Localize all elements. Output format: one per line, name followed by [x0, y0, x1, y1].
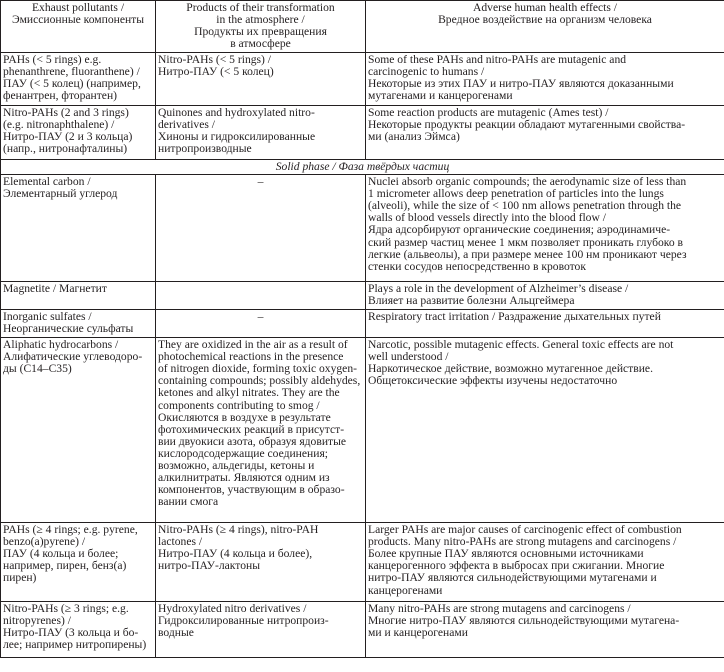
table-row — [1, 602, 724, 658]
effect-cell — [366, 602, 724, 658]
table-row — [1, 53, 724, 106]
product-cell — [156, 602, 366, 658]
effect-cell — [366, 106, 724, 160]
phase-label: Solid phase / Фаза твёрдых частиц — [1, 160, 724, 175]
cell-text-line: benzo(a)pyrene) / — [3, 535, 86, 549]
cell-text-line: Quinones and hydroxylated nitro- — [158, 106, 315, 119]
cell-text-line: нитропроизводные — [158, 142, 252, 156]
pollutant-cell — [1, 282, 156, 310]
cell-text-line: Продукты их превращения — [194, 25, 327, 39]
pollutant-cell — [1, 338, 156, 523]
table-row — [1, 282, 724, 310]
cell-text-line: products. Many nitro-PAHs are strong mutagens and carcinogens / — [368, 535, 677, 549]
cell-text-line: Plays a role in the development of Alzheimer’s disease / — [368, 282, 629, 296]
cell-text-line: Ядра адсорбируют органические соединения; аэродинамиче- — [368, 223, 671, 237]
cell-text-line: фотохимических реакций в присутст- — [158, 422, 345, 436]
cell-text-line: водные — [158, 626, 194, 640]
cell-text-line: ды (С14–С35) — [3, 362, 72, 376]
cell-text-line: Нитро-ПАУ (2 и 3 кольца) — [3, 130, 133, 144]
cell-text-line: – — [257, 175, 264, 189]
effect-cell — [366, 338, 724, 523]
cell-text-line: легкие (альвеолы), а при размере менее 100 нм проникают через — [368, 247, 687, 261]
cell-text-line: – — [257, 310, 264, 324]
table-row — [1, 523, 724, 602]
cell-text-line: нитро-ПАУ являются сильнодействующими мутагенами и — [368, 571, 657, 585]
cell-text-line: (alveoli), while the size of < 100 nm allows penetration through the — [368, 199, 682, 213]
cell-text-line: Magnetite / Магнетит — [3, 282, 107, 296]
cell-text-line: carcinogenic to humans / — [368, 65, 485, 79]
pollutant-cell — [1, 523, 156, 602]
product-cell — [156, 338, 366, 523]
cell-text-line: Elemental carbon / — [3, 175, 91, 189]
cell-text-line: вании смога — [158, 495, 219, 509]
cell-text-line: Products of their transformation — [186, 1, 335, 14]
product-cell — [156, 523, 366, 602]
cell-text-line: компонентов, участвующим в образо- — [158, 483, 345, 497]
pollutant-cell — [1, 106, 156, 160]
table-row — [1, 310, 724, 338]
pollutant-cell — [1, 53, 156, 106]
cell-text-line: в атмосфере — [230, 37, 291, 51]
cell-text-line: photochemical reactions in the presence — [158, 350, 344, 364]
cell-text-line: канцерогенного эффекта в выбросах при сжигании. Многие — [368, 559, 665, 573]
header-pollutants — [1, 1, 156, 53]
cell-text-line: ми (анализ Эймса) — [368, 130, 460, 144]
effect-cell — [366, 282, 724, 310]
cell-text-line: стенки сосудов непосредственно в кровоток — [368, 259, 586, 273]
cell-text-line: Наркотическое действие, возможно мутагенное действие. — [368, 362, 653, 376]
cell-text-line: Общетоксические эффекты изучены недостаточно — [368, 374, 618, 388]
cell-text-line: of nitrogen dioxide, forming toxic oxygen- — [158, 362, 357, 376]
cell-text-line: ketones and alkyl nitrates. They are the — [158, 386, 340, 400]
cell-text-line: лее; например нитропирены) — [3, 638, 147, 652]
cell-text-line: Some reaction products are mutagenic (Ames test) / — [368, 106, 609, 119]
cell-text-line: Nitro-PAHs (≥ 4 rings), nitro-PAH — [158, 523, 319, 537]
cell-text-line: 1 micrometer allows deep penetration of particles into the lungs — [368, 187, 664, 201]
cell-text-line: Respiratory tract irritation / Раздражение дыхательных путей — [368, 310, 661, 324]
table-row — [1, 338, 724, 523]
header-products — [156, 1, 366, 53]
table-row — [1, 175, 724, 282]
cell-text-line: Элементарный углерод — [3, 187, 118, 201]
cell-text-line: Некоторые из этих ПАУ и нитро-ПАУ являются доказанными — [368, 77, 674, 91]
table-header-row — [1, 1, 724, 53]
pollutant-cell — [1, 175, 156, 282]
cell-text-line: например, пирен, бенз(а) — [3, 559, 127, 573]
cell-text-line: well understood / — [368, 350, 449, 364]
cell-text-line: Хиноны и гидроксилированные — [158, 130, 316, 144]
cell-text-line: Narcotic, possible mutagenic effects. General toxic effects are not — [368, 338, 674, 352]
product-cell — [156, 310, 366, 338]
cell-text-line: пирен) — [3, 571, 37, 585]
product-cell — [156, 53, 366, 106]
cell-text-line: Nitro-PAHs (≥ 3 rings; e.g. — [3, 602, 129, 616]
header-effects — [366, 1, 724, 53]
cell-text-line: Более крупные ПАУ являются основными источниками — [368, 547, 644, 561]
cell-text-line: ПАУ (< 5 колец) (например, — [3, 77, 141, 91]
cell-text-line: Влияет на развитие болезни Альцгеймера — [368, 294, 575, 308]
cell-text-line: Many nitro-PAHs are strong mutagens and carcinogens / — [368, 602, 631, 616]
table-row — [1, 106, 724, 160]
cell-text-line: Неорганические сульфаты — [3, 322, 134, 336]
effect-cell — [366, 523, 724, 602]
effect-cell — [366, 310, 724, 338]
cell-text-line: Эмиссионные компоненты — [11, 13, 145, 27]
cell-text-line: Some of these PAHs and nitro-PAHs are mutagenic and — [368, 53, 627, 66]
cell-text-line: Nitro-PAHs (2 and 3 rings) — [3, 106, 129, 119]
cell-text-line: Nuclei absorb organic compounds; the aerodynamic size of less than — [368, 175, 687, 189]
cell-text-line: мутагенами и канцерогенами — [368, 89, 513, 103]
cell-text-line: Многие нитро-ПАУ являются сильнодействующими мутагена- — [368, 614, 680, 628]
cell-text-line: Нитро-ПАУ (4 кольца и более), — [158, 547, 313, 561]
cell-text-line: Вредное воздействие на организм человека — [438, 13, 652, 27]
cell-text-line: Exhaust pollutants / — [31, 1, 125, 14]
effect-cell — [366, 53, 724, 106]
product-cell — [156, 106, 366, 160]
cell-text-line: Hydroxylated nitro derivatives / — [158, 602, 307, 616]
cell-text-line: containing compounds; possibly aldehydes, — [158, 374, 361, 388]
cell-text-line: Гидроксилированные нитропроиз- — [158, 614, 329, 628]
cell-text-line: Нитро-ПАУ (< 5 колец) — [158, 65, 274, 79]
cell-text-line: walls of blood vessels directly into the blood flow / — [368, 211, 606, 225]
cell-text-line: Некоторые продукты реакции обладают мутагенными свойства- — [368, 118, 686, 132]
cell-text-line: PAHs (≥ 4 rings; e.g. pyrene, — [3, 523, 138, 537]
cell-text-line: фенантрен, фторантен) — [3, 89, 118, 103]
cell-text-line: Окисляются в воздухе в результате — [158, 410, 331, 424]
cell-text-line: in the atmosphere / — [216, 13, 305, 27]
cell-text-line: Алифатические углеводоро- — [3, 350, 143, 364]
product-cell — [156, 175, 366, 282]
cell-text-line: кислородсодержащие соединения; — [158, 446, 328, 460]
cell-text-line: возможно, альдегиды, кетоны и — [158, 459, 315, 473]
cell-text-line: derivatives / — [158, 118, 215, 132]
cell-text-line: components contributing to smog / — [158, 398, 320, 412]
cell-text-line: Nitro-PAHs (< 5 rings) / — [158, 53, 272, 66]
cell-text-line: нитро-ПАУ-лактоны — [158, 559, 260, 573]
cell-text-line: вии двуокиси азота, образуя ядовитые — [158, 434, 347, 448]
cell-text-line: Larger PAHs are major causes of carcinogenic effect of combustion — [368, 523, 682, 537]
cell-text-line: lactones / — [158, 535, 203, 549]
cell-text-line: PAHs (< 5 rings) e.g. — [3, 53, 102, 66]
cell-text-line: канцерогенами — [368, 583, 443, 597]
cell-text-line: They are oxidized in the air as a result of — [158, 338, 348, 352]
cell-text-line: Adverse human health effects / — [472, 1, 617, 14]
cell-text-line: phenanthrene, fluoranthene) / — [3, 65, 140, 79]
pollutant-cell — [1, 602, 156, 658]
cell-text-line: Нитро-ПАУ (3 кольца и бо- — [3, 626, 139, 640]
cell-text-line: алкилнитраты. Являются одним из — [158, 471, 330, 485]
cell-text-line: ПАУ (4 кольца и более; — [3, 547, 119, 561]
phase-row — [1, 160, 724, 175]
cell-text-line: Inorganic sulfates / — [3, 310, 92, 324]
cell-text-line: Aliphatic hydrocarbons / — [3, 338, 119, 352]
product-cell — [156, 282, 366, 310]
cell-text-line: ми и канцерогенами — [368, 626, 468, 640]
cell-text-line: nitropyrenes) / — [3, 614, 71, 628]
cell-text-line: (e.g. nitronaphthalene) / — [3, 118, 115, 132]
cell-text-line: (напр., нитронафталины) — [3, 142, 128, 156]
cell-text-line: ский размер частиц менее 1 мкм позволяет проникать глубоко в — [368, 235, 684, 249]
pollutant-cell — [1, 310, 156, 338]
effect-cell — [366, 175, 724, 282]
